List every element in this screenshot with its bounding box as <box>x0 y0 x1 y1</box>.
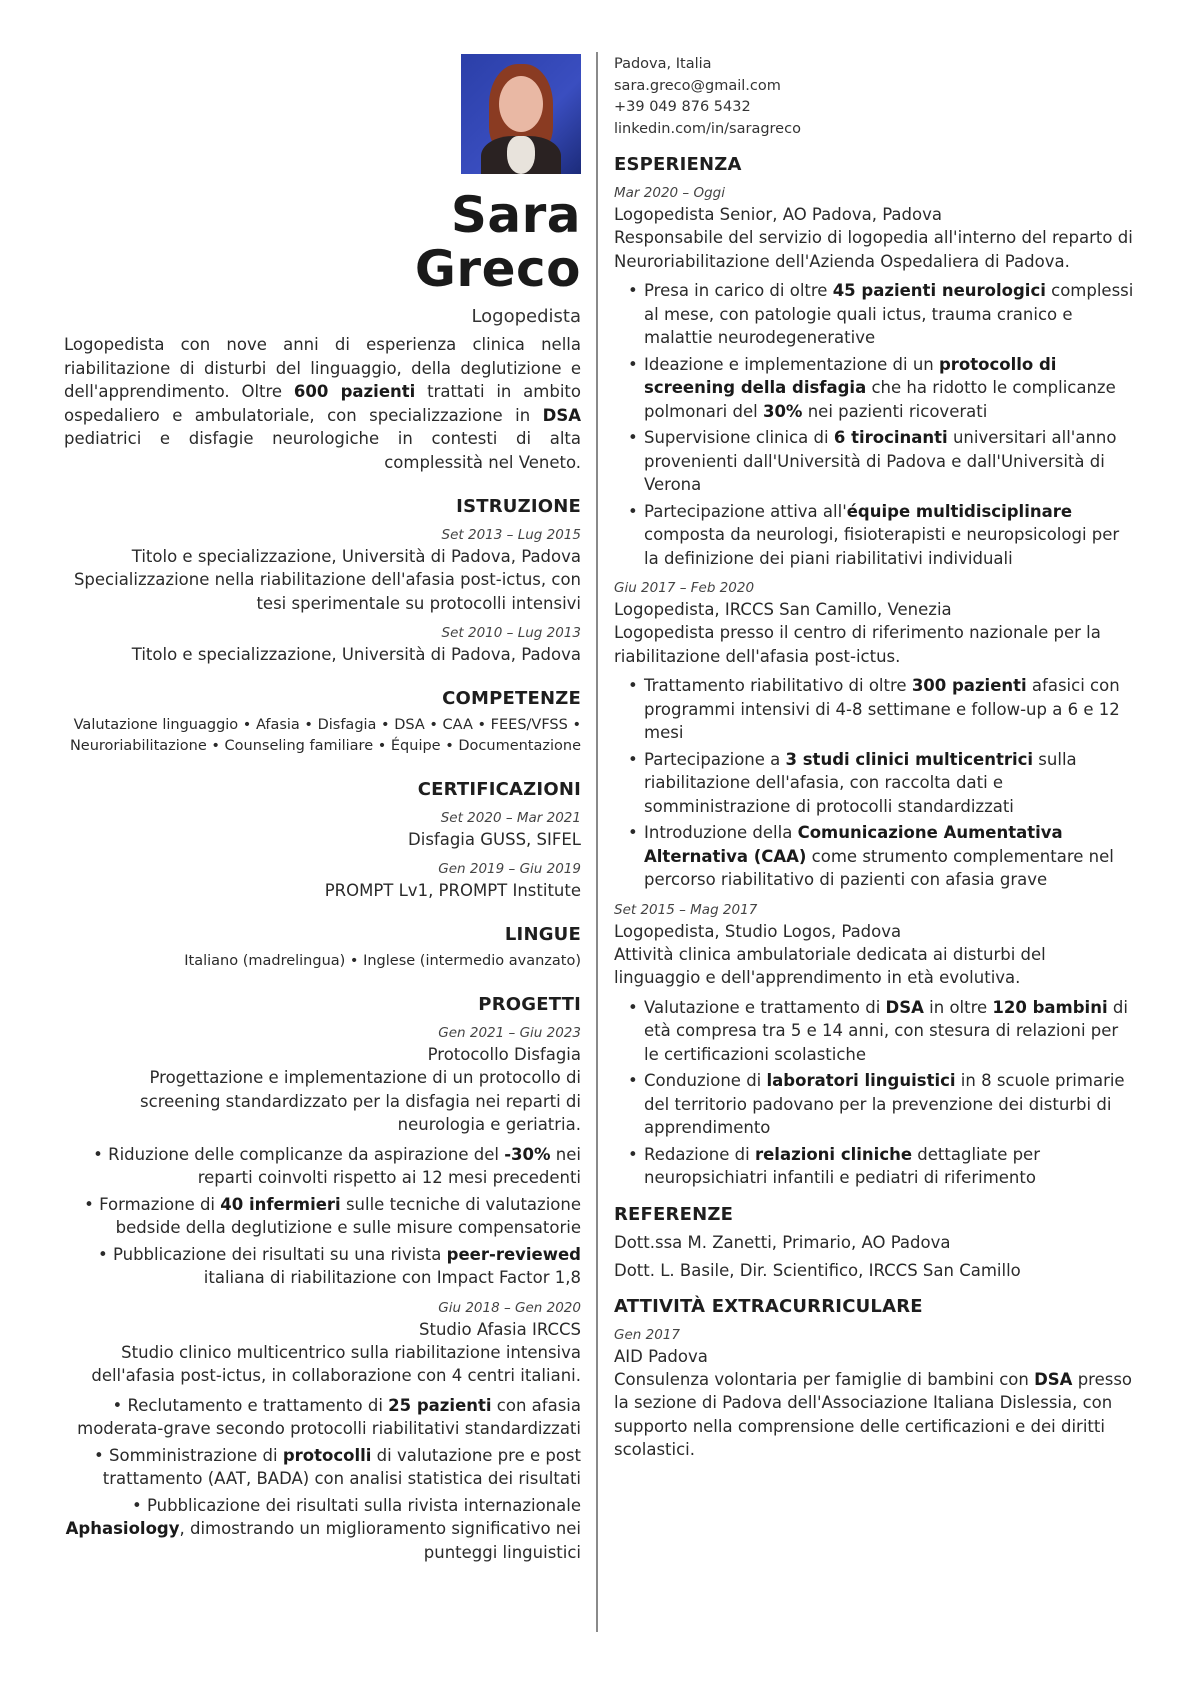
bullet-item: • Pubblicazione dei risultati su una rivista peer-reviewed italiana di riabilitazione con Impact Factor 1,8 <box>64 1243 581 1290</box>
entry-description: Attività clinica ambulatoriale dedicata ai disturbi del linguaggio e dell'apprendimento in età evolutiva. <box>614 944 1046 987</box>
entry-title: AID Padova <box>614 1346 708 1366</box>
left-column <box>64 54 581 1567</box>
entry-date: Set 2020 – Mar 2021 <box>440 810 581 826</box>
section-title-extracurricular: ATTIVITÀ EXTRACURRICULARE <box>614 1295 923 1317</box>
bullet-list <box>64 1394 581 1565</box>
entry <box>64 859 581 902</box>
column-divider <box>596 52 598 1632</box>
extracurricular-entry <box>614 1325 1134 1462</box>
entry-title: Logopedista, Studio Logos, Padova <box>614 921 902 941</box>
projects-list <box>64 1023 581 1564</box>
bullet-item: • Trattamento riabilitativo di oltre 300 pazienti afasici con programmi intensivi di 4-8 settimane e follow-up a 6 e 12 mesi <box>614 674 1134 745</box>
bullet-item: • Conduzione di laboratori linguistici in 8 scuole primarie del territorio padovano per la prevenzione dei disturbi di apprendimento <box>614 1069 1134 1140</box>
section-title-skills: COMPETENZE <box>442 688 581 709</box>
entry-date: Gen 2017 <box>614 1326 680 1343</box>
languages-list: Italiano (madrelingua) • Inglese (intermedio avanzato) <box>184 953 581 969</box>
entry <box>64 1023 581 1290</box>
section-title-projects: PROGETTI <box>478 994 581 1015</box>
last-name: Greco <box>414 240 581 298</box>
entry-title: Studio Afasia IRCCS <box>419 1319 581 1339</box>
bullet-item: • Partecipazione attiva all'équipe multidisciplinare composta da neurologi, fisioterapisti e neuropsicologi per la definizione dei piani riabilitativi individuali <box>614 500 1134 571</box>
entry-title: Titolo e specializzazione, Università di Padova, Padova <box>131 547 581 566</box>
entry <box>64 808 581 851</box>
entry-description: Progettazione e implementazione di un protocollo di screening standardizzato per la disfagia nei reparti di neurologia e geriatria. <box>140 1068 581 1134</box>
education-list <box>64 525 581 666</box>
full-name <box>64 188 581 296</box>
bullet-item: • Supervisione clinica di 6 tirocinanti universitari all'anno provenienti dall'Università di Padova e dall'Università di Verona <box>614 426 1134 497</box>
entry-description: Specializzazione nella riabilitazione dell'afasia post-ictus, con tesi sperimentale su protocolli intensivi <box>73 570 581 613</box>
contact-phone[interactable]: +39 049 876 5432 <box>614 99 751 115</box>
reference-item: Dott. L. Basile, Dir. Scientifico, IRCCS San Camillo <box>614 1260 1021 1280</box>
entry-date: Set 2013 – Lug 2015 <box>441 527 581 543</box>
certifications-list <box>64 808 581 902</box>
entry-title: Titolo e specializzazione, Università di Padova, Padova <box>131 645 581 664</box>
profile-photo <box>461 54 581 174</box>
entry-date: Gen 2021 – Giu 2023 <box>438 1025 581 1041</box>
entry-date: Set 2010 – Lug 2013 <box>441 625 581 641</box>
bullet-item: • Riduzione delle complicanze da aspirazione del -30% nei reparti coinvolti rispetto ai 12 mesi precedenti <box>64 1143 581 1190</box>
section-title-languages: LINGUE <box>504 924 581 945</box>
bullet-item: • Ideazione e implementazione di un protocollo di screening della disfagia che ha ridotto le complicanze polmonari del 30% nei pazienti ricoverati <box>614 353 1134 424</box>
bullet-item: • Somministrazione di protocolli di valutazione pre e post trattamento (AAT, BADA) con analisi statistica dei risultati <box>64 1444 581 1491</box>
section-title-education: ISTRUZIONE <box>456 496 581 517</box>
job-role: Logopedista <box>471 306 581 327</box>
bullet-item: • Reclutamento e trattamento di 25 pazienti con afasia moderata-grave secondo protocolli riabilitativi standardizzati <box>64 1394 581 1441</box>
entry-title: PROMPT Lv1, PROMPT Institute <box>324 881 581 900</box>
skills-list: Valutazione linguaggio • Afasia • Disfagia • DSA • CAA • FEES/VFSS • Neuroriabilitazione • Counseling familiare • Équipe • Documentazione <box>69 717 581 754</box>
section-title-experience: ESPERIENZA <box>614 154 742 175</box>
entry <box>614 578 1134 892</box>
section-title-certifications: CERTIFICAZIONI <box>417 779 581 800</box>
entry-title: Logopedista Senior, AO Padova, Padova <box>614 205 942 224</box>
bullet-item: • Pubblicazione dei risultati sulla rivista internazionale Aphasiology, dimostrando un miglioramento significativo nei punteggi linguistici <box>64 1494 581 1565</box>
bullet-item: • Introduzione della Comunicazione Aumentativa Alternativa (CAA) come strumento complementare nel percorso riabilitativo di pazienti con afasia grave <box>614 821 1134 892</box>
entry-date: Gen 2019 – Giu 2019 <box>438 861 581 877</box>
entry-description: Consulenza volontaria per famiglie di bambini con DSA presso la sezione di Padova dell'Associazione Italiana Dislessia, con supporto nella comprensione delle certificazioni e dei diritti scolastici. <box>614 1369 1133 1459</box>
entry-title: Logopedista, IRCCS San Camillo, Venezia <box>614 600 952 619</box>
bullet-item: • Presa in carico di oltre 45 pazienti neurologici complessi al mese, con patologie quali ictus, trauma cranico e malattie neurodegenerative <box>614 279 1134 350</box>
bullet-item: • Redazione di relazioni cliniche dettagliate per neuropsichiatri infantili e pediatri di riferimento <box>614 1143 1134 1190</box>
first-name: Sara <box>450 186 581 244</box>
entry-description: Responsabile del servizio di logopedia all'interno del reparto di Neuroriabilitazione dell'Azienda Ospedaliera di Padova. <box>614 228 1133 271</box>
entry <box>64 1298 581 1565</box>
bullet-item: • Formazione di 40 infermieri sulle tecniche di valutazione bedside della deglutizione e sulle misure compensatorie <box>64 1193 581 1240</box>
entry-description: Studio clinico multicentrico sulla riabilitazione intensiva dell'afasia post-ictus, in collaborazione con 4 centri italiani. <box>91 1342 581 1385</box>
entry <box>614 183 1134 570</box>
entry-title: Disfagia GUSS, SIFEL <box>408 830 581 849</box>
entry <box>64 623 581 666</box>
references-list <box>614 1231 1134 1282</box>
right-column <box>614 54 1134 1462</box>
contact-location: Padova, Italia <box>614 56 712 72</box>
bullet-item: • Valutazione e trattamento di DSA in oltre 120 bambini di età compresa tra 5 e 14 anni, con stesura di relazioni per le certificazioni scolastiche <box>614 996 1134 1067</box>
contact-block <box>614 54 1134 140</box>
bullet-list <box>614 279 1134 570</box>
bullet-list <box>614 674 1134 892</box>
entry-description: Logopedista presso il centro di riferimento nazionale per la riabilitazione dell'afasia post-ictus. <box>614 623 1101 666</box>
bullet-item: • Partecipazione a 3 studi clinici multicentrici sulla riabilitazione dell'afasia, con raccolta dati e somministrazione di protocolli standardizzati <box>614 748 1134 819</box>
entry-date: Mar 2020 – Oggi <box>614 185 725 201</box>
entry <box>614 900 1134 1190</box>
contact-email[interactable]: sara.greco@gmail.com <box>614 77 781 94</box>
bullet-list <box>64 1143 581 1290</box>
entry-date: Giu 2018 – Gen 2020 <box>438 1299 581 1316</box>
entry-title: Protocollo Disfagia <box>427 1045 581 1064</box>
section-title-references: REFERENZE <box>614 1203 734 1225</box>
bullet-list <box>614 996 1134 1190</box>
entry-date: Giu 2017 – Feb 2020 <box>614 580 755 596</box>
entry <box>64 525 581 615</box>
reference-item: Dott.ssa M. Zanetti, Primario, AO Padova <box>614 1232 951 1252</box>
contact-linkedin[interactable]: linkedin.com/in/saragreco <box>614 120 801 137</box>
profile-summary: Logopedista con nove anni di esperienza clinica nella riabilitazione di disturbi del linguaggio, della deglutizione e dell'apprendimento. Oltre 600 pazienti trattati in ambito ospedaliero e ambulatoriale, con specializzazione in DSA pediatrici e disfagie neurologiche in contesti di alta complessità nel Veneto. <box>64 335 581 472</box>
experience-list <box>614 183 1134 1190</box>
entry-date: Set 2015 – Mag 2017 <box>614 901 758 918</box>
